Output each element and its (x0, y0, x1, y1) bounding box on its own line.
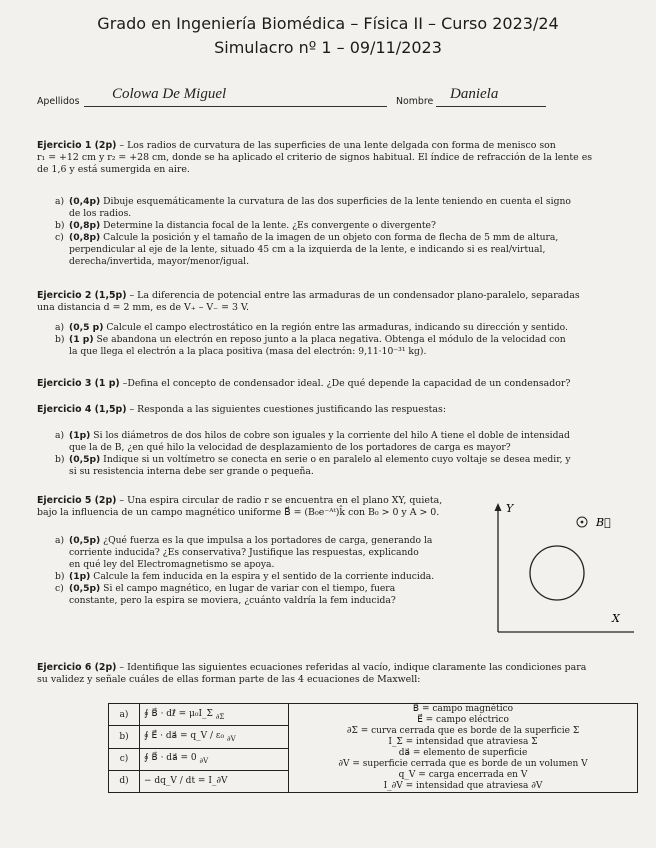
row-b-eq: ∮ E⃗ · da⃗ = q_V / ε₀ (144, 730, 225, 741)
row-a-sub: ∂Σ (215, 712, 225, 721)
ex1-c-text-3: derecha/invertida, mayor/menor/igual. (69, 256, 250, 267)
surname-label: Apellidos (37, 96, 80, 107)
surname-value: Colowa De Miguel (112, 86, 227, 102)
field-label: B⃗ (596, 516, 611, 529)
ex6-text-2: su validez y señale cuáles de ellas forman parte de las 4 ecuaciones de Maxwell: (37, 674, 421, 685)
ex4-text-1: – Responda a las siguientes cuestiones justificando las respuestas: (126, 404, 446, 415)
ex5-text-2: bajo la influencia de un campo magnético uniforme B⃗ = (B₀e⁻ᴬᵗ)k̂ con B₀ > 0 y A > 0. (37, 507, 440, 518)
exercise-6 (37, 662, 647, 686)
ex1-text-2: r₁ = +12 cm y r₂ = +28 cm, donde se ha aplicado el criterio de signos habitual. El índice de refracción de la lente es (37, 152, 593, 163)
ex1-a-text-1: Dibuje esquemáticamente la curvatura de las dos superficies de la lente teniendo en cuenta el signo (100, 196, 571, 207)
exercise-4 (37, 404, 642, 416)
ex5-a-text-3: en qué ley del Electromagnetismo se apoya. (69, 559, 275, 570)
ex2-b-label: b) (55, 334, 65, 345)
ex4-b-text-1: Indique si un voltímetro se conecta en serie o en paralelo al elemento cuyo voltaje se desea medir, y (100, 454, 571, 465)
axis-y-label: Y (506, 502, 514, 515)
ex4-items (55, 430, 645, 478)
ex2-text-2: una distancia d = 2 mm, es de V₊ – V₋ = 3 V. (37, 302, 249, 313)
row-b-equation (140, 726, 289, 748)
ex5-b-label: b) (55, 571, 65, 582)
legend-item: I_∂V = intensidad que atraviesa ∂V (383, 781, 543, 791)
row-c-eq: ∮ B⃗ · da⃗ = 0 (144, 753, 197, 764)
ex5-text-1: – Una espira circular de radio r se encuentra en el plano XY, quieta, (116, 495, 443, 506)
row-c-sub: ∂V (199, 757, 209, 766)
ex5-c-text-2: constante, pero la espira se moviera, ¿cuánto valdría la fem inducida? (69, 595, 396, 606)
ex4-title: Ejercicio 4 (1,5p) (37, 404, 127, 415)
legend-item: q_V = carga encerrada en V (398, 770, 528, 780)
ex4-b-points: (0,5p) (69, 454, 101, 465)
ex5-a-text-1: ¿Qué fuerza es la que impulsa a los portadores de carga, generando la (100, 535, 433, 546)
y-axis-arrow (495, 503, 502, 511)
legend-item: B⃗ = campo magnético (412, 704, 514, 714)
ex4-b-label: b) (55, 454, 65, 465)
ex1-a-label: a) (55, 196, 65, 207)
ex1-b-points: (0,8p) (69, 220, 101, 231)
row-b-label: b) (109, 726, 140, 748)
ex5-b-points: (1p) (69, 571, 91, 582)
ex4-a-text-1: Si los diámetros de dos hilos de cobre son iguales y la corriente del hilo A tiene el doble de intensidad (90, 430, 570, 441)
maxwell-table (108, 703, 638, 793)
ex2-items (55, 322, 645, 358)
table-row (109, 704, 638, 726)
ex4-a-points: (1p) (69, 430, 91, 441)
ex2-a-label: a) (55, 322, 65, 333)
ex2-text-1: – La diferencia de potencial entre las armaduras de un condensador plano-paralelo, separadas (126, 290, 580, 301)
exercise-2 (37, 290, 642, 314)
field-dot (581, 521, 584, 524)
ex1-text-1: – Los radios de curvatura de las superficies de una lente delgada con forma de menisco son (116, 140, 556, 151)
legend-item: ∂V = superficie cerrada que es borde de un volumen V (338, 759, 588, 769)
ex2-b-points: (1 p) (69, 334, 94, 345)
exercise-1 (37, 140, 637, 176)
row-d-equation (140, 770, 289, 792)
legend-item: ∂Σ = curva cerrada que es borde de la superficie Σ (346, 726, 580, 736)
ex5-c-text-1: Si el campo magnético, en lugar de variar con el tiempo, fuera (100, 583, 396, 594)
ex5-a-text-2: corriente inducida? ¿Es conservativa? Justifique las respuestas, explicando (69, 547, 419, 558)
ex5-title: Ejercicio 5 (2p) (37, 495, 117, 506)
legend-item: E⃗ = campo eléctrico (417, 715, 509, 725)
ex5-a-label: a) (55, 535, 65, 546)
name-value: Daniela (450, 86, 499, 102)
ex5-a-points: (0,5p) (69, 535, 101, 546)
name-field (436, 88, 546, 107)
ex6-text-1: – Identifique las siguientes ecuaciones referidas al vacío, indique claramente las condiciones para (116, 662, 587, 673)
ex1-c-label: c) (55, 232, 64, 243)
ex5-diagram (484, 500, 644, 645)
ex5-c-label: c) (55, 583, 64, 594)
ex2-title: Ejercicio 2 (1,5p) (37, 290, 127, 301)
row-a-eq: ∮ B⃗ · dℓ⃗ = μ₀I_Σ (144, 708, 213, 719)
ex1-c-points: (0,8p) (69, 232, 101, 243)
name-label: Nombre (396, 96, 434, 107)
legend-item: da⃗ = elemento de superficie (398, 748, 528, 758)
axis-x-label: X (612, 612, 620, 625)
ex1-b-text-1: Determine la distancia focal de la lente. ¿Es convergente o divergente? (100, 220, 436, 231)
row-d-eq: − dq_V / dt = I_∂V (144, 776, 228, 787)
legend-cell (289, 704, 638, 793)
legend-item: I_Σ = intensidad que atraviesa Σ (388, 737, 538, 747)
ex2-a-text-1: Calcule el campo electrostático en la región entre las armaduras, indicando su dirección y sentido. (103, 322, 568, 333)
ex1-items (55, 196, 640, 268)
exercise-3 (37, 378, 642, 390)
ex1-a-text-2: de los radios. (69, 208, 132, 219)
row-b-sub: ∂V (227, 734, 236, 743)
ex1-title: Ejercicio 1 (2p) (37, 140, 117, 151)
ex2-b-text-2: la que llega el electrón a la placa positiva (masa del electrón: 9,11·10⁻³¹ kg). (69, 346, 427, 357)
loop-circle (530, 546, 584, 600)
ex5-items (55, 535, 485, 607)
ex1-text-3: de 1,6 y está sumergida en aire. (37, 164, 190, 175)
ex2-b-text-1: Se abandona un electrón en reposo junto a la placa negativa. Obtenga el módulo de la velocidad con (93, 334, 566, 345)
ex1-b-label: b) (55, 220, 65, 231)
surname-field (84, 88, 387, 107)
exam-subtitle: Simulacro nº 1 – 09/11/2023 (214, 38, 442, 57)
ex4-a-label: a) (55, 430, 65, 441)
ex5-c-points: (0,5p) (69, 583, 101, 594)
exam-title: Grado en Ingeniería Biomédica – Física II – Curso 2023/24 (97, 14, 559, 33)
ex1-c-text-2: perpendicular al eje de la lente, situado 45 cm a la izquierda de la lente, e indicando si es real/virtual, (69, 244, 546, 255)
ex3-title: Ejercicio 3 (1 p) (37, 378, 120, 389)
row-a-equation (140, 704, 289, 726)
ex4-b-text-2: si su resistencia interna debe ser grande o pequeña. (69, 466, 314, 477)
ex1-c-text-1: Calcule la posición y el tamaño de la imagen de un objeto con forma de flecha de 5 mm de altura, (100, 232, 559, 243)
exercise-5 (37, 495, 497, 519)
row-c-label: c) (109, 748, 140, 770)
row-a-label: a) (109, 704, 140, 726)
row-c-equation (140, 748, 289, 770)
ex5-b-text-1: Calcule la fem inducida en la espira y el sentido de la corriente inducida. (90, 571, 435, 582)
ex4-a-text-2: que la de B, ¿en qué hilo la velocidad de desplazamiento de los portadores de carga es mayor? (69, 442, 511, 453)
ex6-title: Ejercicio 6 (2p) (37, 662, 117, 673)
ex3-text-1: –Defina el concepto de condensador ideal. ¿De qué depende la capacidad de un condensador? (119, 378, 571, 389)
row-d-label: d) (109, 770, 140, 792)
ex1-a-points: (0,4p) (69, 196, 101, 207)
ex2-a-points: (0,5 p) (69, 322, 104, 333)
